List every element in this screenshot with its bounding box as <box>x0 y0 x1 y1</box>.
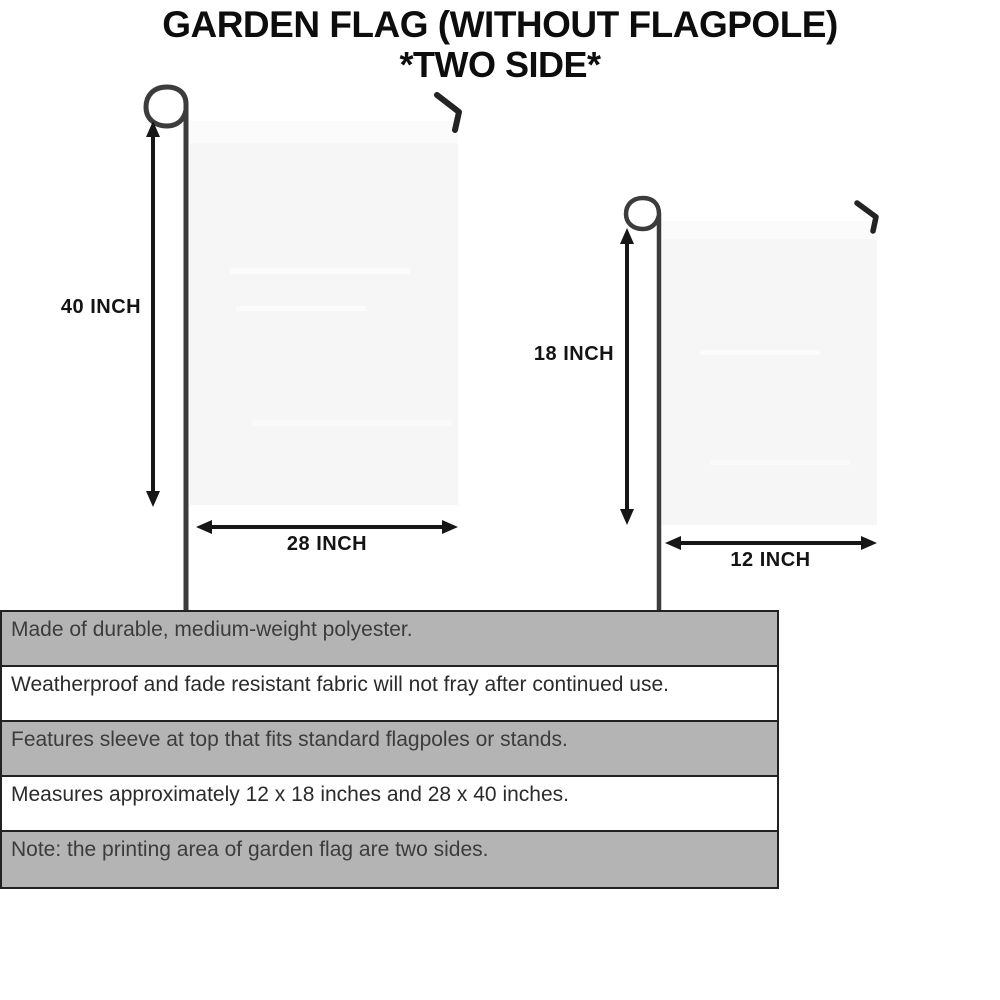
title-line-1: GARDEN FLAG (WITHOUT FLAGPOLE) <box>162 4 838 45</box>
small-flag-wrinkle <box>700 350 820 355</box>
large-flag-group <box>146 87 459 610</box>
feature-row-sleeve: Features sleeve at top that fits standard flagpoles or stands. <box>2 722 777 777</box>
feature-table <box>0 610 779 889</box>
large-height-arrow <box>146 121 160 507</box>
large-flag-height-label: 40 INCH <box>60 296 142 318</box>
page-title <box>0 4 1000 86</box>
small-flag-sleeve <box>662 221 877 239</box>
small-flag-wrinkle <box>710 460 850 465</box>
large-flag-wrinkle <box>252 420 452 426</box>
small-height-arrow <box>620 228 634 525</box>
feature-row-weatherproof: Weatherproof and fade resistant fabric will not fray after continued use. <box>2 667 777 722</box>
small-flag-height-label: 18 INCH <box>533 343 615 365</box>
feature-row-material: Made of durable, medium-weight polyester. <box>2 612 777 667</box>
small-width-arrow <box>665 536 877 550</box>
large-flag-sleeve <box>190 121 458 143</box>
large-flag-wrinkle <box>236 306 366 311</box>
large-flag-wrinkle <box>230 268 410 274</box>
feature-row-measures: Measures approximately 12 x 18 inches and 28 x 40 inches. <box>2 777 777 832</box>
large-flag-width-label: 28 INCH <box>286 533 368 555</box>
small-flagpole <box>626 198 659 610</box>
large-flag-fabric <box>190 121 458 505</box>
feature-row-note: Note: the printing area of garden flag are two sides. <box>2 832 777 887</box>
small-flag-fabric <box>662 221 877 525</box>
title-line-2: *TWO SIDE* <box>399 44 601 86</box>
large-width-arrow <box>196 520 458 534</box>
small-flag-width-label: 12 INCH <box>730 549 811 571</box>
